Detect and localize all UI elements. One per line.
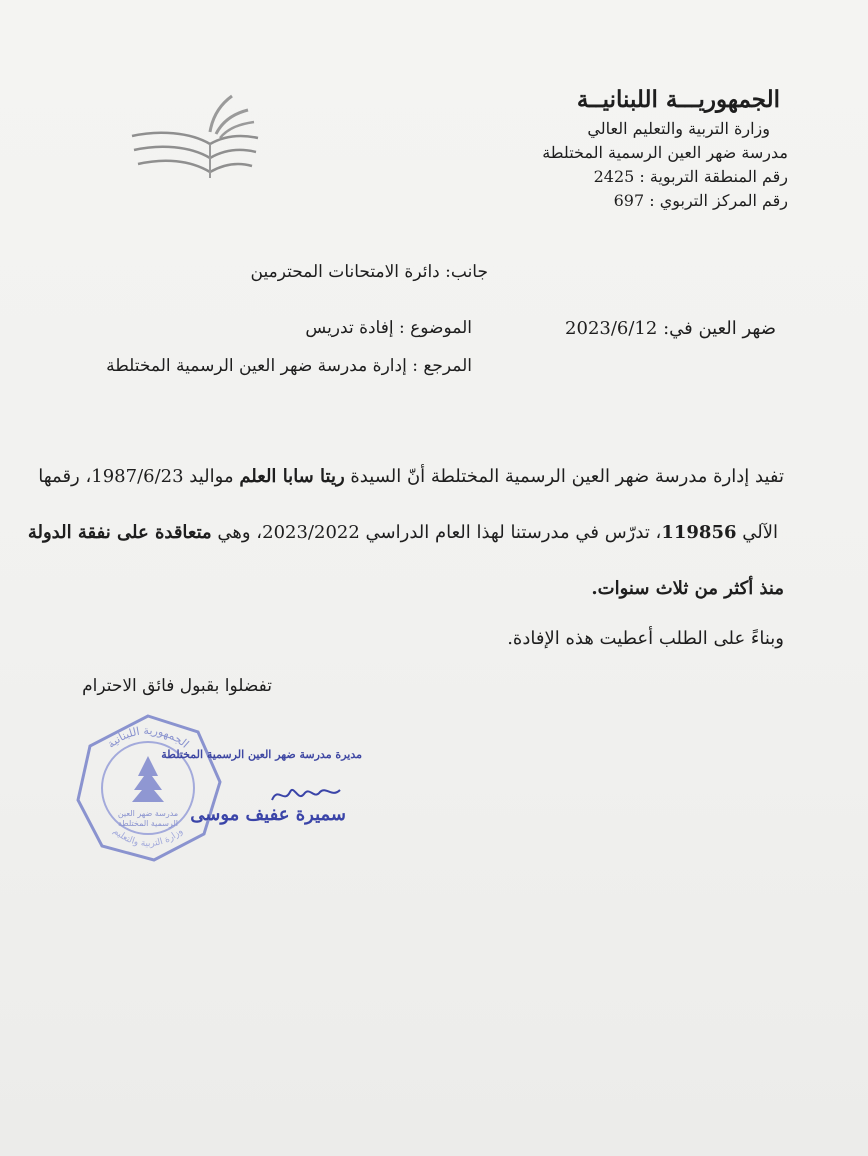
teacher-number: 119856 bbox=[661, 522, 737, 543]
region-number: رقم المنطقة التربوية : 2425 bbox=[593, 167, 788, 186]
letter-subject: الموضوع : إفادة تدريس bbox=[305, 318, 472, 338]
stamp-bottom-text: وزارة التربية والتعليم bbox=[110, 826, 186, 850]
closing-line: تفضلوا بقبول فائق الاحترام bbox=[82, 676, 272, 696]
letter-date: ضهر العين في: 2023/6/12 bbox=[565, 318, 776, 339]
teacher-name: ريتا سابا العلم bbox=[239, 466, 345, 487]
contract-status: متعاقدة على نفقة الدولة bbox=[27, 522, 212, 543]
republic-title: الجمهوريـــة اللبنانيــة bbox=[576, 86, 780, 113]
body-line-2 bbox=[28, 522, 778, 543]
svg-text:الجمهورية اللبنانية bbox=[105, 724, 192, 751]
ministry-line: وزارة التربية والتعليم العالي bbox=[587, 119, 770, 138]
principal-name: سميرة عفيف موسى bbox=[190, 804, 346, 825]
svg-text:وزارة التربية والتعليم bbox=[111, 826, 185, 849]
body-text: مواليد 1987/6/23، رقمها bbox=[38, 466, 240, 487]
school-line: مدرسة ضهر العين الرسمية المختلطة bbox=[542, 143, 788, 162]
body-line-3: منذ أكثر من ثلاث سنوات. bbox=[591, 578, 784, 599]
body-line-1 bbox=[38, 466, 784, 487]
body-line-4: وبناءً على الطلب أعطيت هذه الإفادة. bbox=[507, 628, 784, 649]
center-number: رقم المركز التربوي : 697 bbox=[613, 191, 788, 210]
stamp-inner-line-1: مدرسة ضهر العين bbox=[117, 809, 179, 818]
addressee: جانب: دائرة الامتحانات المحترمين bbox=[250, 262, 488, 282]
body-text: تفيد إدارة مدرسة ضهر العين الرسمية المختلطة أنّ السيدة bbox=[344, 466, 784, 487]
body-text: ، تدرّس في مدرستنا لهذا العام الدراسي 2023/2022، وهي bbox=[211, 522, 662, 543]
stamp-inner-line-2: الرسمية المختلطة bbox=[117, 819, 179, 828]
official-seal-icon bbox=[72, 712, 224, 864]
open-book-icon bbox=[128, 92, 260, 186]
principal-title: مديرة مدرسة ضهر العين الرسمية المختلطة bbox=[161, 748, 362, 761]
letter-reference: المرجع : إدارة مدرسة ضهر العين الرسمية المختلطة bbox=[106, 356, 472, 376]
body-text: الآلي bbox=[736, 522, 778, 543]
stamp-outer-text: الجمهورية اللبنانية bbox=[104, 723, 192, 751]
